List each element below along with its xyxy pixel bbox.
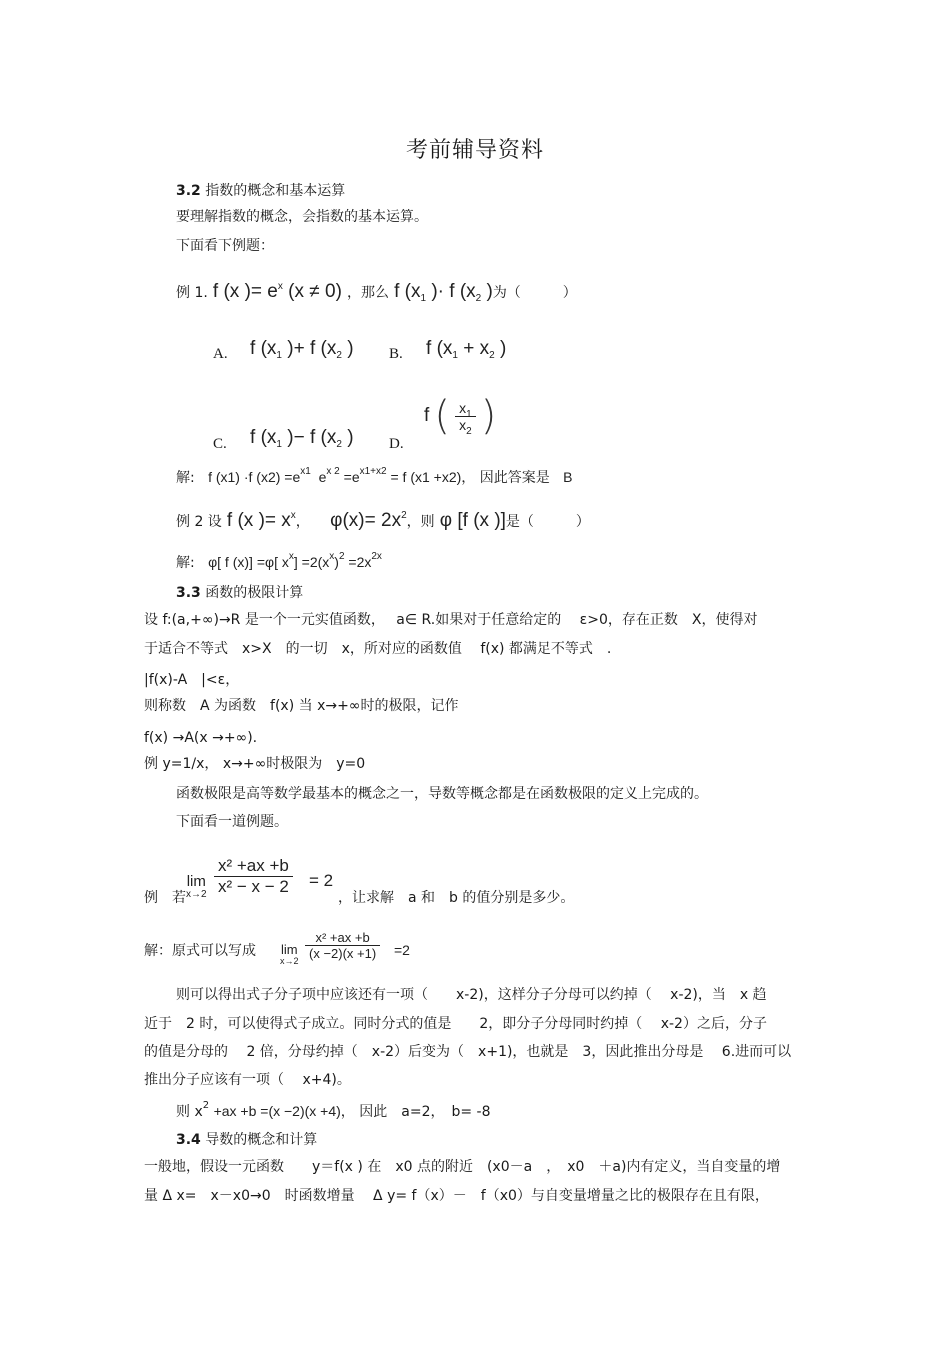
page-title: 考前辅导资料 <box>405 138 544 163</box>
limit-fraction: $\frac{\text{x² +ax +b}}{(x -2)(x +1)}$ <box>305 930 380 961</box>
option-d-label: D. <box>389 436 404 452</box>
paragraph: 推出分子应该有一项（ x+4)。 <box>144 1072 351 1088</box>
section-3-2-heading <box>176 182 345 200</box>
paragraph: |f(x)-A |<ε， <box>144 672 240 688</box>
paragraph: 函数极限是高等数学最基本的概念之一，导数等概念都是在函数极限的定义上完成的。 <box>176 786 708 802</box>
example-3-label: 例 若 <box>144 890 186 906</box>
option-d-formula: f ( $\frac{x_1}{x_2}$ ) <box>424 393 497 439</box>
paragraph: 则 $x^2 +ax +b =(x -2)(x +4)$， 因此 a=2， b= -8 <box>176 1100 491 1120</box>
example-label: 例 1. <box>176 285 208 301</box>
formula-product: f ($x_1$ )· f ($x_2$ ) <box>394 281 493 304</box>
limit-operator: lim x→2 <box>280 942 299 966</box>
fraction: $\frac{x_1}{x_2}$ <box>455 400 476 433</box>
paragraph: 于适合不等式 x>X 的一切 x，所对应的函数值 f(x) 都满足不等式 . <box>144 641 612 657</box>
solution-3-label: 解：原式可以写成 <box>144 943 256 959</box>
option-a-formula: f ($x_1$ )+ f ($x_2$ ) <box>250 338 354 361</box>
paragraph: 量 Δ x= x－x0→0 时函数增量 Δ y= f（x）－ f（x0）与自变量增量之比的极限存在且有限， <box>144 1188 769 1204</box>
solution-1: 解: f (x1) ·f $(x2) =e^{x1}$ $e^{x 2} =e^{x1+x2} = f$ (x1 +x2)， 因此答案是 B <box>176 466 573 486</box>
option-c-formula: f ($x_1$ )− f ($x_2$ ) <box>250 427 354 450</box>
paragraph: 一般地，假设一元函数 y＝f(x ) 在 x0 点的附近 (x0－a ， x0 ＋a)内有定义，当自变量的增 <box>144 1159 781 1175</box>
paragraph: 要理解指数的概念，会指数的基本运算。 <box>176 209 428 225</box>
paragraph: f(x) →A(x →+∞). <box>144 730 258 746</box>
paragraph: 的值是分母的 2 倍，分母约掉（ x-2）后变为（ x+1)，也就是 3，因此推出分母是 6.进而可以 <box>144 1044 792 1060</box>
paragraph: 例 y=1/x， x→+∞时极限为 y=0 <box>144 756 366 772</box>
limit-equals: =2 <box>394 942 410 958</box>
example-2: 例 2 设 f (x )= $x^x$， $\varphi(x)= 2x^2$，则 φ [f (x )]是（ ） <box>176 510 590 531</box>
paragraph: 则称数 A 为函数 f(x) 当 x→+∞时的极限，记作 <box>144 698 459 714</box>
section-3-4-heading: 3.4 导数的概念和计算 <box>176 1132 318 1148</box>
paragraph: 下面看下例题： <box>176 238 274 254</box>
option-a-label: A. <box>213 346 228 362</box>
paragraph: 设 f:(a,+∞)→R 是一个一元实值函数， a∈ R.如果对于任意给定的 ε>0，存在正数 X，使得对 <box>144 612 758 628</box>
paragraph: ，让求解 a 和 b 的值分别是多少。 <box>338 890 575 906</box>
section-number: 3.2 <box>176 183 201 199</box>
text: 为（ ） <box>492 285 577 301</box>
example-1 <box>176 281 577 307</box>
option-b-label: B. <box>389 346 403 362</box>
option-b-formula: f ($x_1 + x_2$ ) <box>426 338 507 361</box>
text: ，那么 <box>346 285 389 301</box>
limit-equals: = 2 <box>309 871 334 890</box>
limit-operator: lim x→2 <box>186 873 207 900</box>
paragraph: 则可以得出式子分子项中应该还有一项（ x-2)，这样分子分母可以约掉（ x-2)，当 x 趋 <box>176 987 767 1003</box>
option-c-label: C. <box>213 436 227 452</box>
section-title: 指数的概念和基本运算 <box>205 183 346 199</box>
paragraph: 下面看一道例题。 <box>176 814 288 830</box>
section-3-3-heading: 3.3 函数的极限计算 <box>176 585 304 601</box>
limit-fraction: $\frac{\text{x² +ax +b}}{\text{x² − x − 2}}$ <box>214 856 293 897</box>
paragraph: 近于 2 时，可以使得式子成立。同时分式的值是 2，即分子分母同时约掉（ x-2）之后，分子 <box>144 1016 767 1032</box>
formula-f-definition: f (x )= $e^x$ (x ≠ 0) <box>212 281 342 302</box>
solution-2: 解: φ[ f (x)] =φ[ $x^x] =2(x^x)^2 =2x^{2x}$ <box>176 551 382 571</box>
